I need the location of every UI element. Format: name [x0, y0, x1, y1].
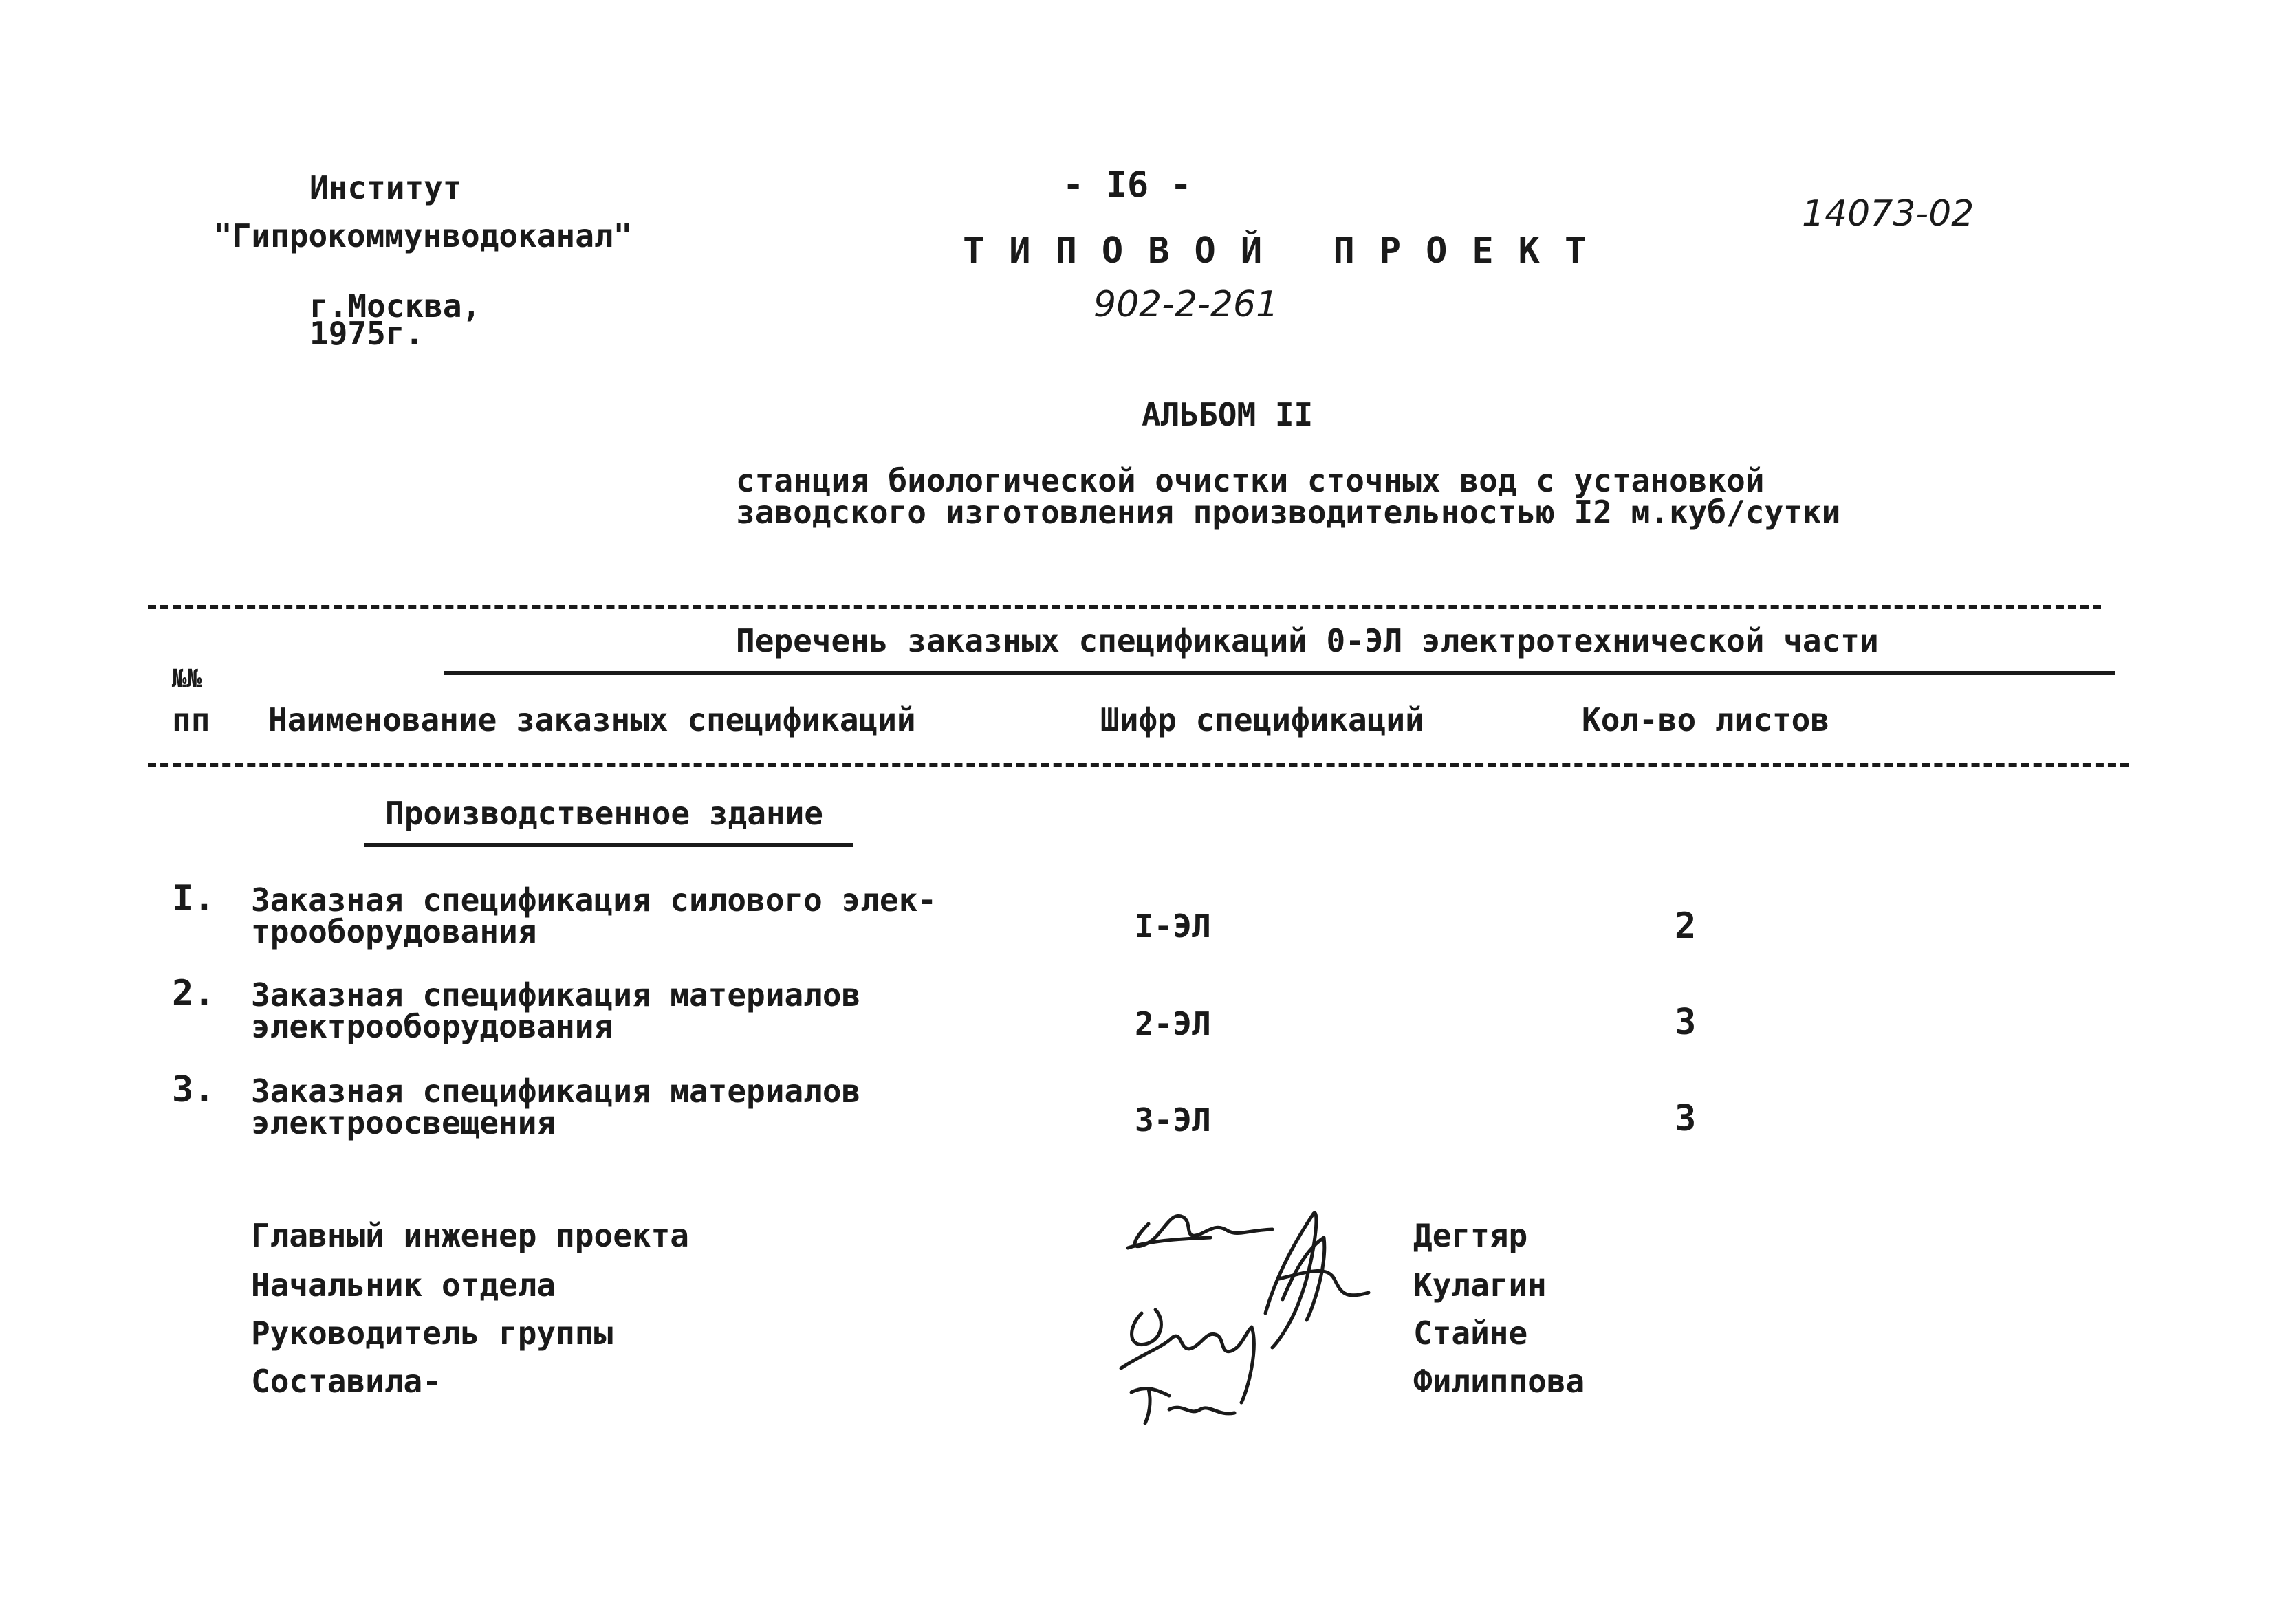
year: 1975г.	[309, 315, 424, 352]
signature-name-2: Кулагин	[1413, 1266, 1547, 1304]
institute-name: "Гипрокоммунводоканал"	[213, 217, 633, 254]
album-description-line1: станция биологической очистки сточных вод с установкой	[736, 462, 1765, 499]
row-3-sheets: 3	[1675, 1098, 1697, 1139]
row-2-name-line1: Заказная спецификация материалов	[251, 976, 861, 1013]
section-title: Производственное здание	[385, 795, 823, 832]
row-3-name-line1: Заказная спецификация материалов	[251, 1073, 861, 1110]
header-name: Наименование заказных спецификаций	[268, 701, 916, 738]
album-title: АЛЬБОМ II	[1142, 396, 1314, 433]
signature-role-4: Составила-	[251, 1363, 442, 1400]
signature-name-4: Филиппова	[1413, 1363, 1585, 1400]
signature-role-2: Начальник отдела	[251, 1266, 556, 1304]
row-1-name-line1: Заказная спецификация силового элек-	[251, 881, 937, 919]
project-type: ТИПОВОЙ ПРОЕКТ	[963, 230, 1611, 272]
institute-label: Институт	[309, 169, 462, 206]
signature-stroke-2b	[1283, 1238, 1325, 1320]
signature-role-1: Главный инженер проекта	[251, 1217, 689, 1254]
caption-underline	[444, 671, 2115, 675]
row-1-sheets: 2	[1675, 906, 1697, 947]
page-number: - I6 -	[1063, 164, 1192, 206]
signature-name-1: Дегтяр	[1413, 1217, 1528, 1254]
header-number-top: №№	[172, 665, 202, 693]
doc-code: 14073-02	[1802, 193, 1974, 234]
row-1-name-line2: трооборудования	[251, 913, 537, 950]
row-1-number: I.	[172, 878, 215, 919]
row-2-number: 2.	[172, 973, 215, 1014]
signature-stroke-4	[1131, 1389, 1234, 1423]
row-3-name-line2: электроосвещения	[251, 1104, 556, 1141]
row-3-number: 3.	[172, 1069, 215, 1110]
header-bottom-dashed-rule	[148, 763, 2129, 767]
row-2-code: 2-ЭЛ	[1135, 1005, 1211, 1042]
header-number-bottom: пп	[172, 701, 210, 738]
album-description-line2: заводского изготовления производительностью I2 м.куб/сутки	[736, 494, 1841, 531]
signature-name-3: Стайне	[1413, 1315, 1528, 1352]
table-caption: Перечень заказных спецификаций 0-ЭЛ электротехнической части	[736, 622, 1879, 659]
row-2-sheets: 3	[1675, 1002, 1697, 1043]
table-top-dashed-rule	[148, 605, 2101, 609]
header-code: Шифр спецификаций	[1100, 701, 1424, 738]
project-number: 902-2-261	[1093, 284, 1279, 325]
signature-stroke-2	[1265, 1213, 1369, 1348]
city: г.Москва,	[309, 287, 481, 325]
handwritten-signatures	[1107, 1183, 1410, 1430]
section-title-underline	[364, 843, 853, 847]
row-2-name-line2: электрооборудования	[251, 1008, 613, 1045]
header-sheets: Кол-во листов	[1582, 701, 1830, 738]
signature-role-3: Руководитель группы	[251, 1315, 613, 1352]
row-1-code: I-ЭЛ	[1135, 908, 1211, 945]
row-3-code: 3-ЭЛ	[1135, 1101, 1211, 1139]
